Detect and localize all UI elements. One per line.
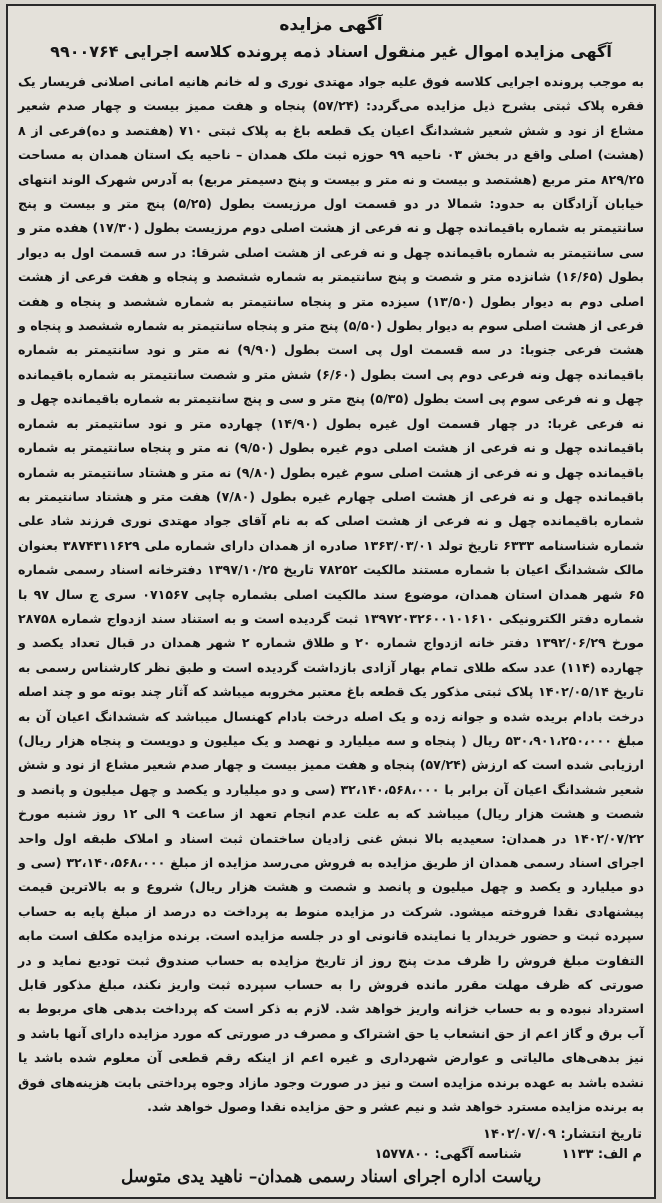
code-label: م الف:: [597, 1147, 642, 1163]
code-value: ۱۱۳۳: [561, 1147, 594, 1163]
ad-id-label: شناسه آگهی:: [434, 1147, 522, 1163]
notice-body: به موجب پرونده اجرایی کلاسه فوق علیه جواد مهتدی نوری و له خانم هانیه امانی اصلانی فریسار یک فقره پلاک ثبتی بشرح ذیل مزایده می‌گردد: (۵۷/۲۴) پنجاه و هفت ممیز بیست و چهار صدم شعیر مشاع از نود و شش شعیر ششدانگ اعیان یک قطعه باغ به پلاک ثبتی ۷۱۰ (هفتصد و ده)فرعی از ۸ (هشت) اصلی واقع در بخش ۰۳ ناحیه ۹۹ حوزه ثبت ملک همدان – ناحیه یک استان همدان به مساحت ۸۲۹/۲۵ متر مربع (هشتصد و بیست و نه متر و بیست و پنج دسیمتر مربع) به آدرس شهرک الوند انتهای خیابان آزادگان به حدود: شمالا در دو قسمت اول مرزیست بطول (۵/۲۵) پنج متر و بیست و پنج سانتیمتر به شماره باقیمانده چهل و نه فرعی از هشت اصلی دوم مرزیست بطول (۱۷/۳۰) هفده متر و سی سانتیمتر به شماره باقیمانده چهل و نه فرعی از هشت اصلی شرقا: در سه قسمت اول به دیوار بطول (۱۶/۶۵) شانزده متر و شصت و پنج سانتیمتر به شماره ششصد و پنجاه و هفت فرعی از هشت اصلی دوم به دیوار بطول (۱۳/۵۰) سیزده متر و پنجاه سانتیمتر به شماره ششصد و پنجاه و هفت فرعی از هشت اصلی سوم به دیوار بطول (۵/۵۰) پنج متر و پنجاه سانتیمتر به شماره ششصد و پنجاه و هشت فرعی جنوبا: در سه قسمت اول پی است بطول (۹/۹۰) نه متر و نود سانتیمتر به شماره باقیمانده چهل ونه فرعی دوم پی است بطول (۶/۶۰) شش متر و شصت سانتیمتر به شماره باقیمانده چهل و نه فرعی سوم پی است بطول (۵/۳۵) پنج متر و سی و پنج سانتیمتر به شماره باقیمانده چهل و نه فرعی غربا: در چهار قسمت اول غیره بطول (۱۴/۹۰) چهارده متر و نود سانتیمتر به شماره باقیمانده چهل و نه فرعی از هشت اصلی دوم غیره بطول (۹/۵۰) نه متر و پنجاه سانتیمتر به شماره باقیمانده چهل و نه فرعی از هشت اصلی سوم غیره بطول (۹/۸۰) نه متر و هشتاد سانتیمتر به شماره باقیمانده چهل و نه فرعی از هشت اصلی چهارم غیره بطول (۷/۸۰) هفت متر و هشتاد سانتیمتر به شماره باقیمانده چهل و نه فرعی از هشت اصلی که به نام آقای جواد مهتدی نوری فرزند شاد علی شماره شناسنامه ۶۳۳۳ تاریخ تولد ۱۳۶۳/۰۳/۰۱ صادره از همدان دارای شماره ملی ۳۸۷۴۳۱۱۶۲۹ بعنوان مالک ششدانگ اعیان با شماره مستند مالکیت ۷۸۲۵۲ تاریخ ۱۳۹۷/۱۰/۲۵ دفترخانه اسناد رسمی شماره ۶۵ شهر همدان استان همدان، موضوع سند مالکیت اصلی بشماره چاپی ۰۷۱۵۶۷ سری ج سال ۹۷ با شماره دفتر الکترونیکی ۱۳۹۷۲۰۳۲۶۰۰۱۰۱۶۱۰ ثبت گردیده است و به استناد سند ازدواج شماره ۲۸۷۵۸ مورخ ۱۳۹۲/۰۶/۲۹ دفتر خانه ازدواج شماره ۲۰ و طلاق شماره ۲ شهر همدان در قبال تعداد یکصد و چهارده (۱۱۴) عدد سکه طلای تمام بهار آزادی بازداشت گردیده است و طبق نظر کارشناس رسمی به تاریخ ۱۴۰۲/۰۵/۱۴ پلاک ثبتی مذکور یک قطعه باغ معتبر مخروبه میباشد که آثار چند بوته مو و چند اصله درخت بادام بریده شده و جوانه زده و یک اصله درخت بادام کهنسال میباشد که ششدانگ اعیان آن به مبلغ ۵۳۰،۹۰۱،۲۵۰،۰۰۰ ریال ( پنجاه و سه میلیارد و نهصد و یک میلیون و دویست و پنجاه هزار ریال) ارزیابی شده است که ارزش (۵۷/۲۴) پنجاه و هفت ممیز بیست و چهار صدم شعیر مشاع از نود و شش شعیر ششدانگ اعیان آن برابر با ۳۲،۱۴۰،۵۶۸،۰۰۰ (سی و دو میلیارد و یکصد و چهل میلیون و پانصد و شصت و هشت هزار ریال) میباشد که به علت عدم انجام تعهد از ساعت ۹ الی ۱۲ روز شنبه مورخ ۱۴۰۲/۰۷/۲۲ در همدان: سعیدیه بالا نبش غنی زادیان ساختمان ثبت اسناد و املاک طبقه اول واحد اجرای اسناد رسمی همدان از طریق مزایده به فروش می‌رسد مزایده از مبلغ ۳۲،۱۴۰،۵۶۸،۰۰۰ (سی و دو میلیارد و یکصد و چهل میلیون و پانصد و شصت و هشت هزار ریال) شروع و به بالاترین قیمت پیشنهادی نقدا فروخته میشود. شرکت در مزایده منوط به پرداخت ده درصد از مبلغ پایه به حساب سپرده ثبت و حضور خریدار یا نماینده قانونی او در جلسه مزایده است. برنده مزایده مکلف است مابه التفاوت مبلغ فروش را ظرف مدت پنج روز از تاریخ مزایده به حساب صندوق ثبت تودیع نماید و در صورتی که ظرف مهلت مقرر مانده فروش را به حساب سپرده ثبت واریز نکند، مبلغ مذکور قابل استرداد نبوده و به حساب خزانه واریز خواهد شد. لازم به ذکر است که پرداخت بدهی های مربوط به آب برق و گاز اعم از حق انشعاب یا حق اشتراک و مصرف در صورتی که مورد مزایده دارای آنها باشد و نیز بدهی‌های مالیاتی و عوارض شهرداری و غیره اعم از اینکه رقم قطعی آن معلوم شده باشد یا نشده باشد به عهده برنده مزایده است و نیز در صورت وجود مازاد وجوه پرداختی بابت هزینه‌های فوق به برنده مزایده مسترد خواهد شد و نیم عشر و حق مزایده نقدا وصول خواهد شد.: [18, 74, 645, 1115]
code-group: [562, 1145, 642, 1165]
code-row: [20, 1145, 642, 1165]
notice-meta: [20, 1125, 642, 1165]
notice-title: آگهی مزایده: [279, 15, 383, 35]
notice-subtitle: آگهی مزایده اموال غیر منقول اسناد ذمه پرونده کلاسه اجرایی ۹۹۰۰۷۶۴: [50, 42, 612, 61]
signature-line: ریاست اداره اجرای اسناد رسمی همدان– ناهید یدی متوسل: [121, 1167, 541, 1187]
ad-id-group: [374, 1145, 521, 1165]
ad-id-value: ۱۵۷۷۸۰۰: [374, 1147, 430, 1163]
publish-date-row: [20, 1125, 642, 1145]
publish-date-label: تاریخ انتشار:: [560, 1127, 642, 1143]
notice-page: [6, 4, 656, 1199]
publish-date: ۱۴۰۲/۰۷/۰۹: [483, 1127, 556, 1143]
